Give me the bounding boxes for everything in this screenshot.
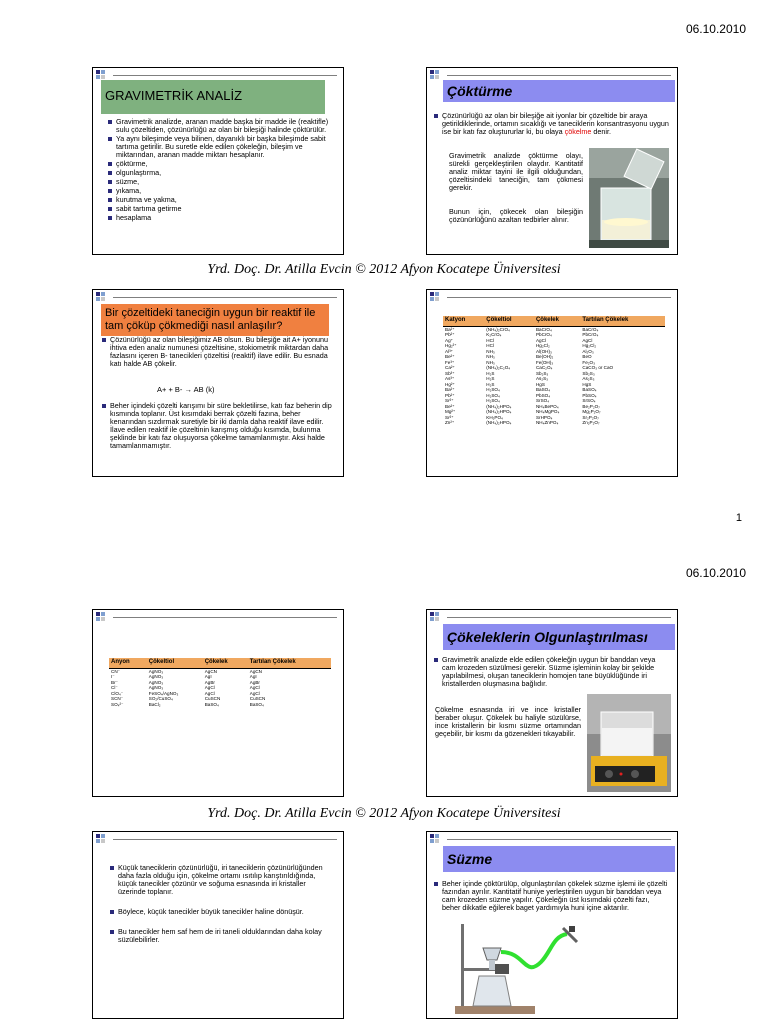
table-cell: As₂S₃ (535, 376, 549, 381)
table-cell: AgNO₃ (148, 685, 164, 690)
bullet-item: çöktürme, (107, 160, 331, 168)
table-cell: AgNO₃ (148, 674, 164, 679)
bullet-item: Gravimetrik analizde elde edilen çökeleğin uygun bir banddan veya cam krozeden süzülmesi gerekir. Süzme işleminin kolay bir şekilde yapılabilmesi, oluşan taneciklerin homojen tane büyüklüğünde iri kristallerden oluşmasına bağlıdır. (433, 656, 669, 688)
bullet-item: Çözünürlüğü az olan bir bileşiğe ait iyonlar bir çözeltide bir araya getirildiklerinde, ortamın sıcaklığı ve taneciklerin konsantrasyonu uygun ise bir katı faz oluştururlar ki, bu olaya çökelme denir. (433, 112, 669, 136)
bullet-list (109, 864, 331, 945)
paragraph: Çökelme esnasında iri ve ince kristaller beraber oluşur. Çökelek bu haliyle süzülürse, ince kristallerin bir kısmı süzme ortamından geçebilir, bir kısmı da gözenekleri tıkayabilir. (435, 705, 581, 738)
table-cell: (NH₄)₂C₂O₄ (486, 365, 511, 370)
slide-title: Çöktürme (443, 80, 675, 102)
table-cell: H₂S (486, 370, 495, 376)
slide-corner-decoration (430, 70, 444, 79)
table-cell: Mg²⁺ (445, 409, 456, 414)
table-cell: Al₂O₃ (582, 348, 594, 354)
table-cell: NH₄ZnPO₄ (535, 420, 559, 425)
table-cell: BaSO₄ (249, 701, 264, 707)
table-cell: Al(OH)₃ (535, 348, 552, 354)
table-cell: Br⁻ (111, 679, 119, 685)
table-cell: HgS (582, 381, 592, 387)
bullet-list (107, 118, 331, 223)
table-cell: BaCrO₄ (535, 326, 552, 332)
table-cell: Hg₂Cl₂ (582, 343, 597, 348)
cation-table (443, 316, 665, 426)
table-cell: Ba²⁺ (445, 326, 455, 332)
bullet-item: Beher içindeki çözelti karışımı bir süre bekletilirse, katı faz beherin dip kısmında toplanır. Üst kısımdaki berrak çözelti fazına, beher kenarından sızdırmak suretiyle bir iki damla daha reaktif ilave edilir. İlave edilen reaktif ile çözeltinin karışmış olduğu kısımda, bulunma şeklinde bir katı faz oluşuyorsa çökelme tamamlanmıştır. Aksi halde tamamlanmamıştır. (101, 402, 333, 450)
bullet-item: Bu tanecikler hem saf hem de iri taneli olduklarından daha kolay süzülebilirler. (109, 928, 331, 944)
table-cell: CaC₂O₄ (535, 365, 553, 370)
slide-header-line (113, 297, 337, 298)
table-cell: AgCN (204, 668, 217, 674)
table-cell: AgCl (249, 685, 260, 690)
table-cell: HgS (535, 381, 545, 387)
table-cell: AgCl (535, 337, 546, 343)
table-cell: SrSO₄ (582, 398, 596, 403)
bullet-item: sabit tartıma getirme (107, 205, 331, 213)
table-cell: Pb²⁺ (445, 392, 455, 398)
slide-corner-decoration (430, 834, 444, 843)
table-cell: AgCl (249, 690, 260, 696)
table-cell: Be₂P₂O₇ (582, 403, 600, 409)
table-cell: NH₃ (486, 359, 495, 365)
table-cell: Fe₂O₃ (582, 359, 595, 365)
bullet-item: olgunlaştırma, (107, 169, 331, 177)
slide-corner-decoration (96, 612, 110, 621)
slide-header-line (447, 75, 671, 76)
table-cell: H₂S (486, 381, 495, 387)
table-cell: AgBr (249, 679, 260, 685)
table-cell: HCl (486, 337, 494, 343)
table-cell: BaSO₄ (204, 701, 219, 707)
slide-kucuk-tanecikler (92, 831, 344, 1019)
slide-header-line (113, 839, 337, 840)
table-cell: Sr²⁺ (445, 414, 454, 420)
table-cell: PbCrO₄ (582, 332, 599, 337)
table-cell: Fe(OH)₃ (535, 359, 554, 365)
bullet-item: kurutma ve yakma, (107, 196, 331, 204)
slide-corner-decoration (96, 70, 110, 79)
table-cell: H₂SO₄ (486, 392, 500, 398)
bullet-item: Çözünürlüğü az olan bileşiğimiz AB olsun. Bu bileşiğe ait A+ iyonunu ihtiva eden analiz numunesi çözeltisine, stokiometrik miktardan daha fazlasını içeren B- tanecikleri çözeltisi (reaktif) ilave edilir. Bu esnada katı halde AB çökelir. (101, 336, 333, 368)
table-cell: BaCrO₄ (582, 326, 599, 332)
bullet-item: süzme, (107, 178, 331, 186)
slide-olgunlastirma (426, 609, 678, 797)
slide-corner-decoration (430, 292, 444, 301)
table-cell: H₂S (486, 376, 495, 381)
table-cell: BaCl₂ (148, 701, 161, 707)
table-cell: (NH₄)₂CrO₄ (486, 326, 510, 332)
table-cell: Sr²⁺ (445, 398, 454, 403)
table-cell: AgCN (249, 668, 263, 674)
filtration-setup-photo (455, 922, 605, 1016)
page1-date: 06.10.2010 (685, 22, 746, 36)
slide-cokturme (426, 67, 678, 255)
table-cell: Sr₂P₂O₇ (582, 414, 599, 420)
table-cell: (NH₄)₂HPO₄ (486, 420, 512, 425)
slide-corner-decoration (96, 834, 110, 843)
table-cell: PbSO₄ (582, 392, 597, 398)
table-cell: Sb₂S₃ (582, 370, 595, 376)
page-number: 1 (735, 512, 742, 524)
table-cell: BaSO₄ (582, 387, 597, 392)
page1-footer: Yrd. Doç. Dr. Atilla Evcin © 2012 Afyon Kocatepe Üniversitesi (207, 262, 561, 277)
table-cell: HCl (486, 343, 494, 348)
table-cell: H₂SO₄ (486, 387, 500, 392)
table-cell: Be²⁺ (445, 354, 455, 359)
anion-table (109, 658, 331, 707)
table-cell: Zn²⁺ (445, 420, 455, 425)
table-cell: As³⁺ (445, 376, 455, 381)
slide-anyon-tablosu (92, 609, 344, 797)
table-cell: SO₂/CuSO₄ (148, 696, 173, 701)
table-cell: NH₄MgPO₄ (535, 409, 560, 414)
table-cell: AgCl (204, 690, 215, 696)
slide-corner-decoration (430, 612, 444, 621)
table-cell: AgCl (582, 337, 593, 343)
table-cell: AgCl (204, 685, 215, 690)
table-cell: I⁻ (111, 674, 115, 679)
page2-footer: Yrd. Doç. Dr. Atilla Evcin © 2012 Afyon Kocatepe Üniversitesi (207, 806, 561, 821)
table-cell: FeSO₄/AgNO₃ (148, 690, 179, 696)
table-cell: SO₄²⁻ (111, 701, 124, 707)
table-cell: CN⁻ (111, 668, 121, 674)
table-header-row (443, 316, 665, 326)
table-cell: Al³⁺ (445, 348, 454, 354)
slide-header-line (447, 617, 671, 618)
table-cell: ClO₄⁻ (111, 690, 124, 696)
table-cell: PbSO₄ (535, 392, 551, 398)
slide-corner-decoration (96, 292, 110, 301)
bullet-item: Gravimetrik analizde, aranan madde başka bir madde ile (reaktifle) sulu çözeltiden, çözünürlüğü az olan bir bileşiği halinde çöktürülür. (107, 118, 331, 134)
table-cell: AgI (204, 674, 212, 679)
column-header: Çökeltiol (486, 317, 512, 323)
table-cell: SCN⁻ (111, 696, 124, 701)
column-header: Çökeltiol (148, 659, 175, 665)
heater-beaker-photo (587, 694, 671, 792)
table-cell: BaSO₄ (535, 387, 551, 392)
table-cell: AgI (249, 674, 257, 679)
slide-title: Bir çözeltideki taneciğin uygun bir reaktif ile tam çöküp çökmediği nasıl anlaşılır? (101, 304, 329, 336)
table-cell: Sb³⁺ (445, 370, 455, 376)
bullet-list (433, 656, 669, 689)
table-cell: Sb₂S₃ (535, 370, 549, 376)
table-row (109, 702, 331, 708)
table-cell: AgNO₃ (148, 679, 164, 685)
table-cell: SrSO₄ (535, 398, 550, 403)
table-cell: AgNO₃ (148, 668, 164, 674)
equation: A+ + B- → AB (k) (157, 385, 215, 394)
table-cell: Fe³⁺ (445, 359, 455, 365)
bullet-list (433, 880, 669, 913)
table-cell: (NH₄)₂HPO₄ (486, 403, 512, 409)
paragraph: Gravimetrik analizde çöktürme olayı, sürekli gerçekleştirilen olaydır. Kantitatif analiz miktar tayini ile ilgili olduğundan, çözeltisindeki taneciğin, tam çökmesi gerekir. (449, 151, 583, 192)
bullet-item: Böylece, küçük tanecikler büyük tanecikler haline dönüşür. (109, 908, 331, 916)
table-cell: Be(OH)₂ (535, 354, 554, 359)
slide-suzme (426, 831, 678, 1019)
table-cell: NH₃ (486, 354, 495, 359)
paragraph: Bunun için, çökecek olan bileşiğin çözünürlüğünü azaltan tedbirler alınır. (449, 207, 583, 224)
table-cell: Hg²⁺ (445, 381, 455, 387)
slide-title: Süzme (443, 846, 675, 872)
page2-date: 06.10.2010 (685, 566, 746, 580)
column-header: Tartılan Çökelek (582, 317, 629, 323)
table-cell: Pb²⁺ (445, 332, 455, 337)
bullet-item: hesaplama (107, 214, 331, 222)
slide-header-line (447, 839, 671, 840)
table-cell: Hg₂Cl₂ (535, 343, 550, 348)
table-cell: Zn₂P₂O₇ (582, 420, 600, 425)
table-cell: Ba²⁺ (445, 387, 455, 392)
table-cell: Cl⁻ (111, 685, 118, 690)
bullet-item: Beher içinde çöktürülüp, olgunlaştırılan çökelek süzme işlemi ile çözelti fazından ayrılır. Kantitatif huniye yerleştirilen uygun bir banddan veya cam krozeden süzme yapılır. Çökeleğin üst kısımdaki çözelti fazı, beher dikkatle eğilerek baget yardımıyla huni içine aktarılır. (433, 880, 669, 912)
table-cell: NH₃ (486, 348, 495, 354)
slide-header-line (447, 297, 671, 298)
column-header: Çökelek (204, 659, 228, 665)
column-header: Katyon (445, 317, 466, 323)
table-cell: Ag⁺ (445, 337, 454, 343)
column-header: Anyon (111, 659, 130, 665)
table-cell: CuSCN (204, 696, 221, 701)
table-cell: SrHPO₄ (535, 414, 553, 420)
slide-header-line (113, 75, 337, 76)
table-cell: H₂SO₄ (486, 398, 500, 403)
table-cell: NH₄BePO₄ (535, 403, 559, 409)
table-cell: K₂CrO₄ (486, 332, 502, 337)
highlight-term: çökelme (564, 127, 592, 136)
table-row (443, 420, 665, 426)
beaker-photo (589, 148, 669, 248)
table-cell: AgBr (204, 679, 215, 685)
slide-title: GRAVIMETRİK ANALİZ (101, 80, 325, 114)
table-cell: CuSCN (249, 696, 266, 701)
column-header: Tartılan Çökelek (249, 659, 296, 665)
bullet-list (101, 336, 333, 369)
table-cell: (NH₄)₂HPO₄ (486, 409, 512, 414)
slide-gravimetrik-analiz (92, 67, 344, 255)
bullet-item: yıkama, (107, 187, 331, 195)
table-cell: CaCO₃ or CaO (582, 365, 614, 370)
slide-header-line (113, 617, 337, 618)
table-cell: Mg₂P₂O₇ (582, 409, 601, 414)
table-cell: BeO (582, 354, 592, 359)
table-cell: Ca²⁺ (445, 365, 455, 370)
bullet-item: Ya aynı bileşimde veya bilinen, dayanıklı bir başka bileşimde sabit tartıma getirilir. Bu suretle elde edilen çökeleğin, bileşim ve miktarından, aranan madde miktarı hesaplanır. (107, 135, 331, 159)
column-header: Çökelek (535, 317, 559, 323)
table-cell: PbCrO₄ (535, 332, 552, 337)
bullet-list (433, 112, 669, 137)
table-header-row (109, 658, 331, 668)
slide-katyon-tablosu (426, 289, 678, 477)
table-cell: Hg₂²⁺ (445, 343, 457, 348)
table-cell: KH₂PO₄ (486, 414, 503, 420)
bullet-list (101, 402, 333, 451)
slide-title: Çökeleklerin Olgunlaştırılması (443, 624, 675, 650)
table-cell: Be²⁺ (445, 403, 455, 409)
bullet-item: Küçük taneciklerin çözünürlüğü, iri taneciklerin çözünürlüğünden daha fazla olduğu için, çökelme ortamı ısıtılıp karıştırıldığında, küçük tanecikler çözünür ve soğuma esnasında iri kristaller üzerinde toplanır. (109, 864, 331, 896)
table-cell: As₂S₃ (582, 376, 595, 381)
slide-tam-cokme-sorusu (92, 289, 344, 477)
